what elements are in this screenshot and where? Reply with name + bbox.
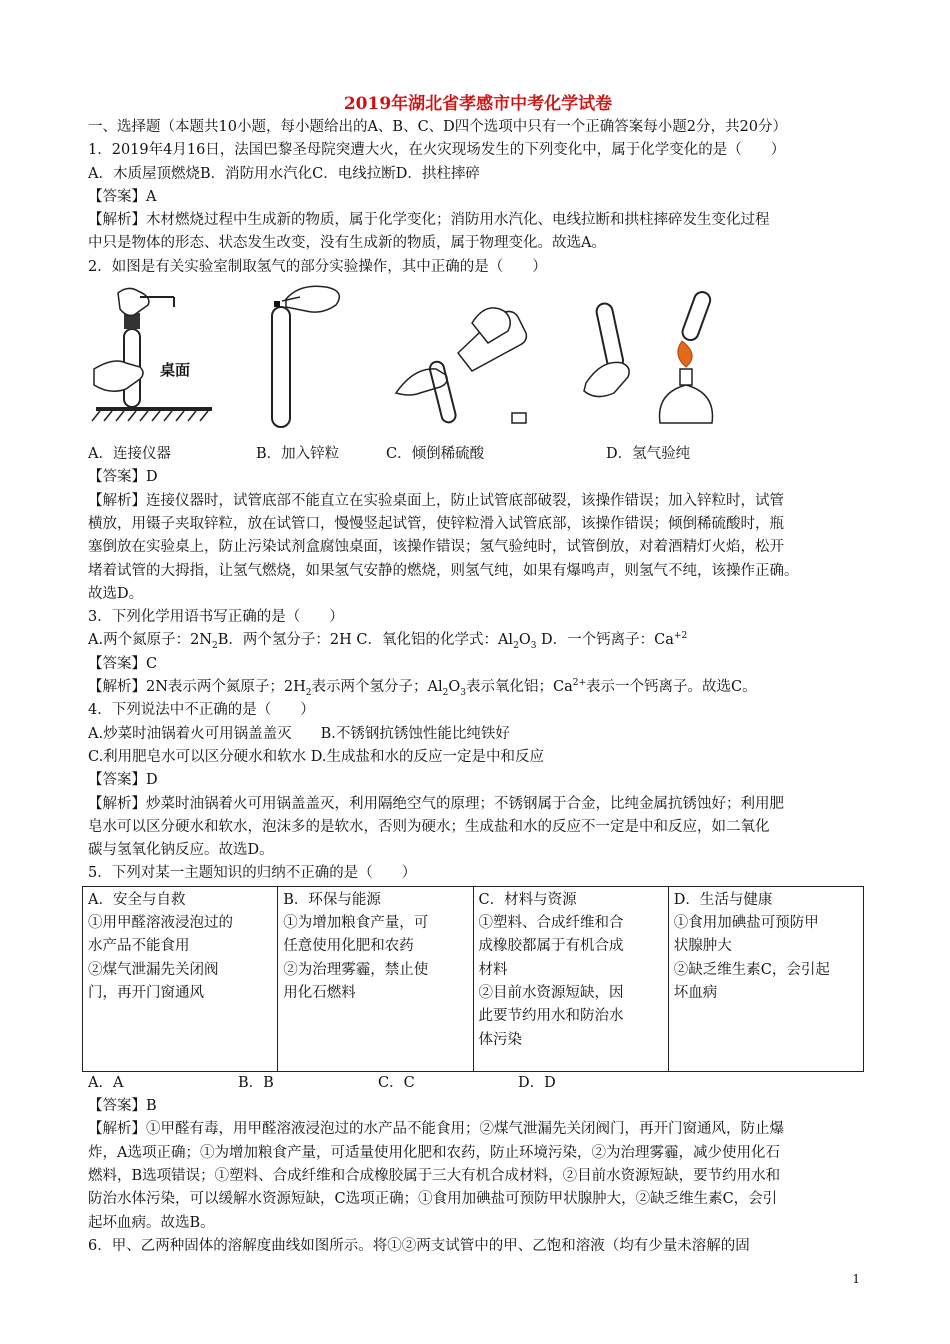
q4-stem: 4．下列说法中不正确的是（ ）	[88, 702, 315, 719]
q1-stem: 1．2019年4月16日，法国巴黎圣母院突遭大火，在火灾现场发生的下列变化中，属于化学变化的是（ ）	[88, 142, 786, 159]
q3-analysis-line: 【解析】2N表示两个氮原子；$2H_2$表示两个氢分子；$Al_2O_3$表示氧化铝；$Ca^{2+}$表示一个钙离子。故选C。	[88, 678, 757, 698]
q4-analysis-line: 碳与氢氧化钠反应。故选D。	[88, 842, 274, 859]
table-cell-b: B．环保与能源 ①为增加粮食产量，可 任意使用化肥和农药 ②为治理雾霾，禁止使 用化石燃料	[278, 886, 473, 1071]
q1-analysis-line: 【解析】木材燃烧过程中生成新的物质，属于化学变化；消防用水汽化、电线拉断和拱柱摔碎发生变化过程	[88, 212, 770, 229]
q4-analysis-line: 【解析】炒菜时油锅着火可用锅盖盖灭，利用隔绝空气的原理；不锈钢属于合金，比纯金属抗锈蚀好；利用肥	[88, 795, 784, 812]
q2-analysis-line: 塞倒放在实验桌上，防止污染试剂盒腐蚀桌面，该操作错误；氢气验纯时，试管倒放，对着酒精灯火焰，松开	[88, 539, 784, 556]
page-number: 1	[852, 1272, 860, 1286]
q1-answer: 【答案】A	[88, 188, 157, 205]
q2-analysis-line: 故选D。	[88, 585, 144, 602]
q2-stem: 2．如图是有关实验室制取氢气的部分实验操作，其中正确的是（ ）	[88, 258, 547, 275]
q4-options: C.利用肥皂水可以区分硬水和软水 D.生成盐和水的反应一定是中和反应	[88, 748, 545, 765]
figure-d-hand	[584, 363, 629, 397]
q4-analysis-line: 皂水可以区分硬水和软水，泡沫多的是软水，否则为硬水；生成盐和水的反应不一定是中和反应，如二氧化	[88, 818, 770, 835]
q1-options: A．木质屋顶燃烧B．消防用水汽化C．电线拉断D．拱柱摔碎	[88, 165, 480, 182]
figure-label: A．连接仪器	[88, 446, 171, 463]
figure-c-pour-acid	[388, 283, 548, 443]
q2-analysis-line: 横放，用镊子夹取锌粒，放在试管口，慢慢竖起试管，使锌粒滑入试管底部，该操作错误；倾倒稀硫酸时，瓶	[88, 515, 784, 532]
q2-answer: 【答案】D	[88, 469, 158, 486]
figure-a-hand-bottom	[94, 361, 143, 391]
q3-options: A.两个氮原子：$2N_2B$．两个氢分子：2H C．氧化铝的化学式：$Al_2O_3$ D．一个钙离子：$Ca^{+2}$	[88, 631, 688, 652]
figure-c-stopper-on-desk	[512, 413, 526, 423]
q2-figure-labels	[88, 443, 868, 466]
figure-d-inverted-tube	[595, 302, 624, 370]
q2-figure-row	[88, 283, 868, 443]
q5-answer: 【答案】B	[88, 1098, 157, 1115]
q5-analysis-line: 【解析】①甲醛有毒，用甲醛溶液浸泡过的水产品不能食用；②煤气泄漏先关闭阀门，再开门窗通风，防止爆	[88, 1121, 784, 1138]
figure-b-test-tube	[272, 307, 290, 427]
q5-analysis-line: 防治水体污染，可以缓解水资源短缺，C选项正确；①食用加碘盐可预防甲状腺肿大，②缺乏维生素C，会引	[88, 1191, 778, 1208]
q4-answer: 【答案】D	[88, 772, 158, 789]
figure-b-add-zinc	[256, 283, 376, 443]
q6-stem: 6．甲、乙两种固体的溶解度曲线如图所示。将①②两支试管中的甲、乙饱和溶液（均有少量未溶解的固	[88, 1237, 750, 1254]
q3-answer: 【答案】C	[88, 655, 158, 672]
figure-a-desk-label: 桌面	[160, 362, 191, 380]
figure-c-hand	[396, 369, 447, 395]
q5-stem: 5．下列对某一主题知识的归纳不正确的是（ ）	[88, 865, 417, 882]
figure-a-hand-top	[118, 289, 149, 316]
figure-label: B．加入锌粒	[256, 446, 340, 463]
q5-analysis-line: 起坏血病。故选B。	[88, 1214, 215, 1231]
q5-options: A．A B．B C．C D．D	[88, 1074, 556, 1091]
figure-a-connect-apparatus	[90, 283, 230, 443]
q2-analysis-line: 【解析】连接仪器时，试管底部不能直立在实验桌面上，防止试管底部破裂，该操作错误；加入锌粒时，试管	[88, 492, 784, 509]
figure-label: C．倾倒稀硫酸	[386, 446, 485, 463]
q5-analysis-line: 炸，A选项正确；①为增加粮食产量，可适量使用化肥和农药，防止环境污染，②为治理雾霾，减少使用化石	[88, 1144, 780, 1161]
table-cell-a: A．安全与自救 ①用甲醛溶液浸泡过的 水产品不能食用 ②煤气泄漏先关闭阀 门，再开门窗通风	[83, 886, 278, 1071]
table-cell-c: C．材料与资源 ①塑料、合成纤维和合 成橡胶都属于有机合成 材料 ②目前水资源短缺，因 此要节约用水和防治水 体污染	[473, 886, 668, 1071]
q2-analysis-line: 堵着试管的大拇指，让氢气燃烧，如果氢气安静的燃烧，则氢气纯，如果有爆鸣声，则氢气不纯，该操作正确。	[88, 562, 799, 579]
section-heading: 一、选择题（本题共10小题，每小题给出的A、B、C、D四个选项中只有一个正确答案每小题2分，共20分）	[88, 119, 787, 135]
q1-analysis-line: 中只是物体的形态、状态发生改变，没有生成新的物质，属于物理变化。故选A。	[88, 235, 606, 252]
figure-a-desk-surface	[96, 407, 212, 411]
q5-topic-table	[82, 886, 864, 1072]
document-page	[88, 92, 868, 1258]
table-cell-d: D．生活与健康 ①食用加碘盐可预防甲 状腺肿大 ②缺乏维生素C，会引起 坏血病	[668, 886, 863, 1071]
figure-d-hydrogen-test	[576, 283, 746, 443]
table-row	[83, 886, 864, 1071]
figure-b-zinc-granule	[274, 301, 280, 307]
q3-stem: 3．下列化学用语书写正确的是（ ）	[88, 609, 344, 626]
q5-analysis-line: 燃料，B选项错误；①塑料、合成纤维和合成橡胶属于三大有机合成材料，②目前水资源短缺，要节约用水和	[88, 1167, 781, 1184]
figure-b-hand	[286, 286, 339, 312]
figure-label: D．氢气验纯	[606, 446, 691, 463]
figure-d-alcohol-lamp	[660, 385, 713, 423]
page-title: 2019年湖北省孝感市中考化学试卷	[343, 94, 613, 114]
q4-options: A.炒菜时油锅着火可用锅盖盖灭 B.不锈钢抗锈蚀性能比纯铁好	[88, 725, 510, 742]
figure-d-flame	[678, 341, 692, 367]
figure-d-tube-on-lamp	[680, 290, 712, 342]
